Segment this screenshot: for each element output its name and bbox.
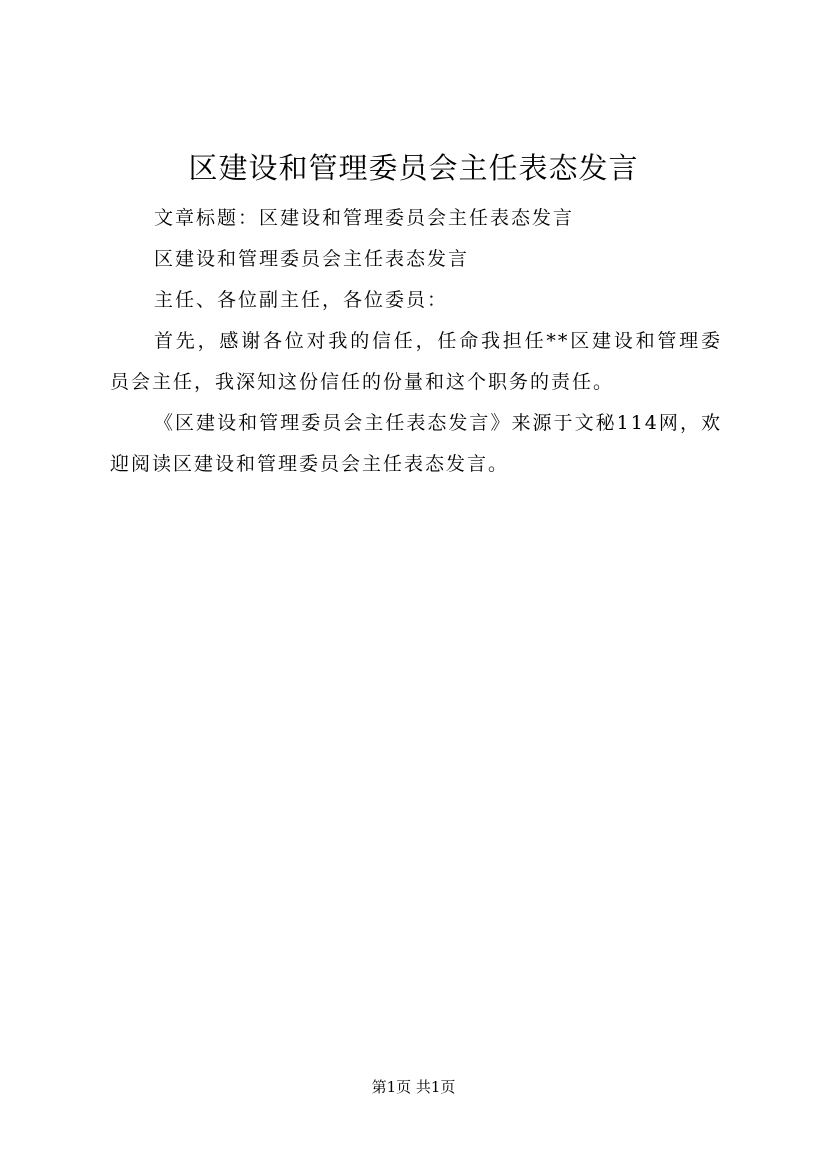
document-body: [110, 198, 722, 485]
article-title-line: 文章标题：区建设和管理委员会主任表态发言: [154, 207, 575, 229]
source-note: 《区建设和管理委员会主任表态发言》来源于文秘114网，欢迎阅读区建设和管理委员会主任表态发言。: [110, 412, 722, 475]
salutation: 主任、各位副主任，各位委员：: [154, 289, 449, 311]
document-title: 区建设和管理委员会主任表态发言: [188, 151, 639, 185]
speech-heading: 区建设和管理委员会主任表态发言: [154, 248, 470, 270]
page-footer: 第1页 共1页: [371, 1078, 456, 1096]
body-paragraph: 首先，感谢各位对我的信任，任命我担任**区建设和管理委员会主任，我深知这份信任的份量和这个职务的责任。: [110, 330, 722, 393]
